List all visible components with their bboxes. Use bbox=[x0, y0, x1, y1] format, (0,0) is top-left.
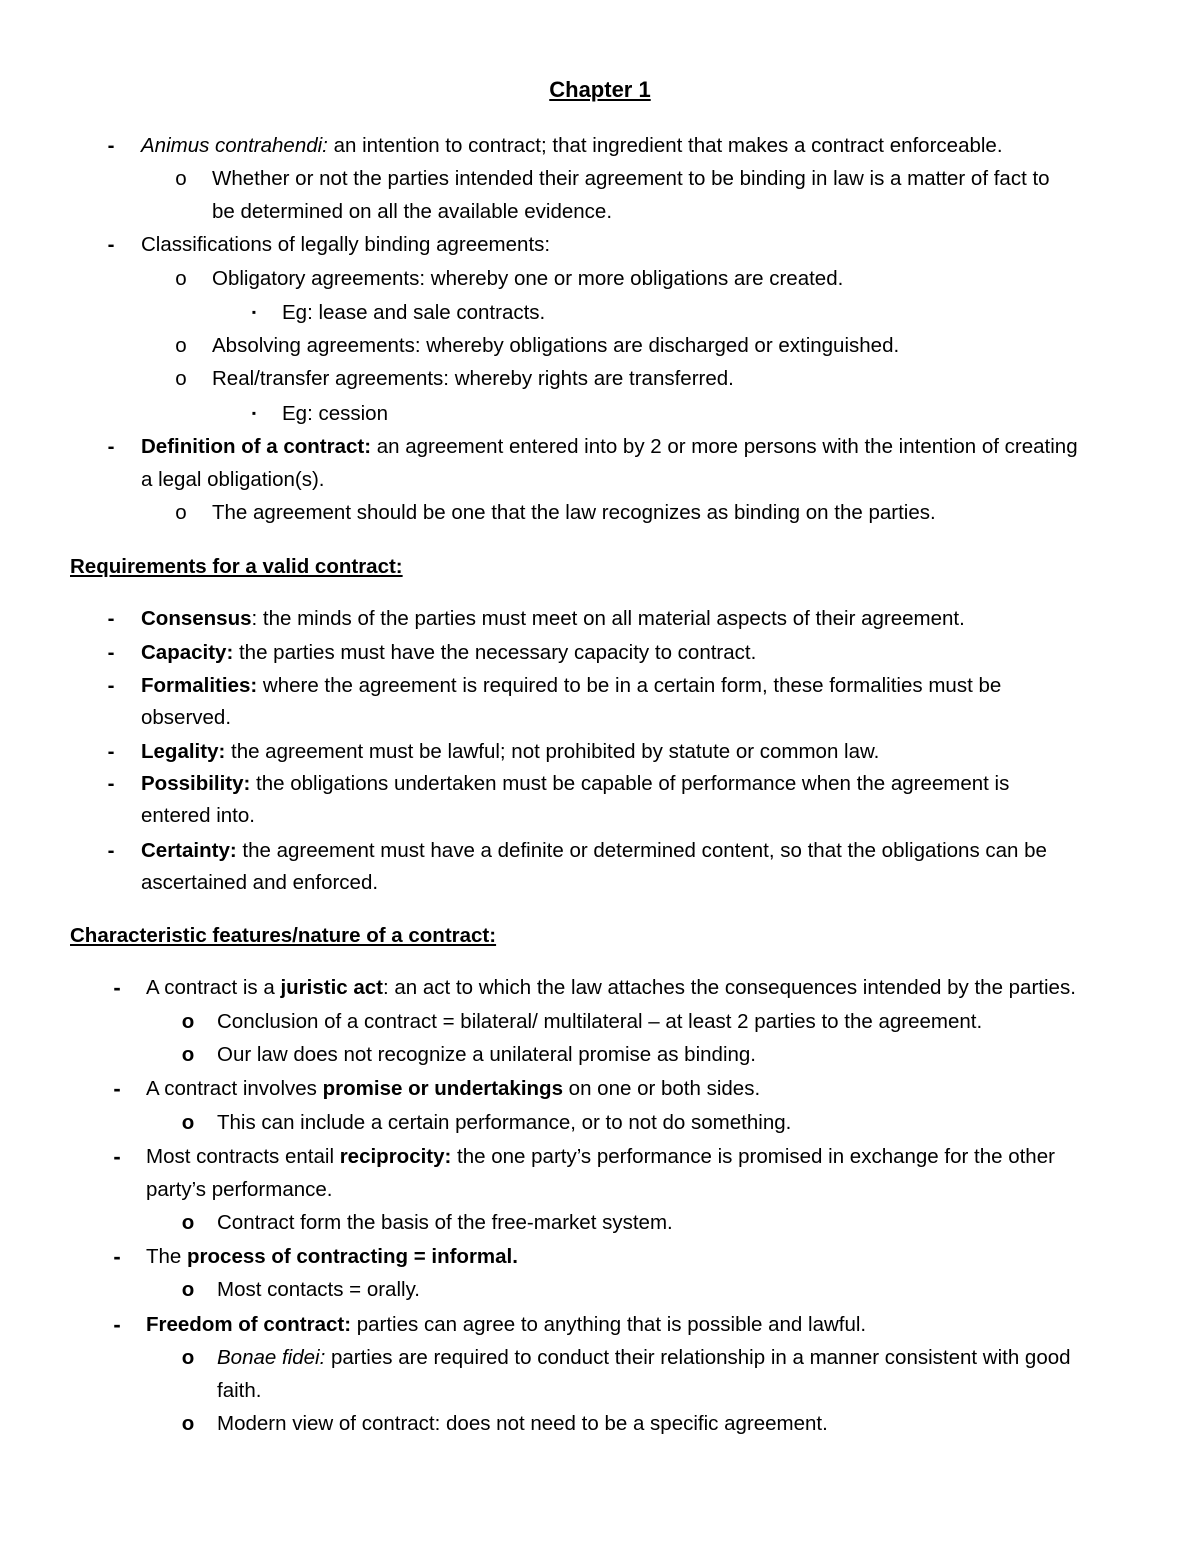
list-item-cession-eg: Eg: cession bbox=[282, 402, 388, 425]
list-item-law-recognizes: The agreement should be one that the law recognizes as binding on the parties. bbox=[212, 501, 936, 524]
dash-bullet: - bbox=[107, 607, 115, 630]
section-heading-requirements: Requirements for a valid contract: bbox=[70, 555, 403, 578]
feature-reciprocity-line2: party’s performance. bbox=[146, 1178, 333, 1201]
list-item-definition-line2: a legal obligation(s). bbox=[141, 468, 325, 491]
dash-bullet: - bbox=[107, 134, 115, 157]
circle-bullet: o bbox=[181, 1211, 195, 1234]
section-heading-characteristics: Characteristic features/nature of a contract: bbox=[70, 924, 497, 947]
list-item-absolving: Absolving agreements: whereby obligations are discharged or extinguished. bbox=[212, 334, 900, 357]
list-item-obligatory-eg: Eg: lease and sale contracts. bbox=[282, 301, 546, 324]
feature-freedom: Freedom of contract: parties can agree to anything that is possible and lawful. bbox=[146, 1313, 867, 1336]
feature-modern-view: Modern view of contract: does not need to be a specific agreement. bbox=[217, 1412, 828, 1435]
square-bullet: ▪ bbox=[251, 406, 257, 420]
feature-reciprocity-line1: Most contracts entail reciprocity: the one party’s performance is promised in exchange for the other bbox=[146, 1145, 1055, 1168]
dash-bullet: - bbox=[107, 641, 115, 664]
dash-bullet: - bbox=[107, 233, 115, 256]
dash-bullet: - bbox=[107, 772, 115, 795]
list-item-definition-line1: Definition of a contract: an agreement entered into by 2 or more persons with the intention of creating bbox=[141, 435, 1078, 458]
requirement-capacity: Capacity: the parties must have the necessary capacity to contract. bbox=[141, 641, 757, 664]
dash-bullet: - bbox=[113, 1244, 121, 1269]
circle-bullet: o bbox=[175, 501, 187, 524]
feature-bonae-fidei-line2: faith. bbox=[217, 1379, 262, 1402]
circle-bullet: o bbox=[175, 367, 187, 390]
dash-bullet: - bbox=[113, 1144, 121, 1169]
dash-bullet: - bbox=[113, 975, 121, 1000]
feature-bonae-fidei-line1: Bonae fidei: parties are required to conduct their relationship in a manner consistent with good bbox=[217, 1346, 1071, 1369]
circle-bullet: o bbox=[181, 1412, 195, 1435]
requirement-possibility-line1: Possibility: the obligations undertaken must be capable of performance when the agreement is bbox=[141, 772, 1010, 795]
feature-process: The process of contracting = informal. bbox=[146, 1245, 518, 1268]
feature-conclusion: Conclusion of a contract = bilateral/ multilateral – at least 2 parties to the agreement. bbox=[217, 1010, 983, 1033]
list-item-animus: Animus contrahendi: an intention to contract; that ingredient that makes a contract enforceable. bbox=[141, 134, 1003, 157]
circle-bullet: o bbox=[175, 167, 187, 190]
dash-bullet: - bbox=[113, 1312, 121, 1337]
requirement-possibility-line2: entered into. bbox=[141, 804, 255, 827]
dash-bullet: - bbox=[107, 435, 115, 458]
circle-bullet: o bbox=[181, 1043, 195, 1066]
requirement-formalities-line2: observed. bbox=[141, 706, 232, 729]
circle-bullet: o bbox=[181, 1111, 195, 1134]
feature-performance: This can include a certain performance, or to not do something. bbox=[217, 1111, 792, 1134]
square-bullet: ▪ bbox=[251, 305, 257, 319]
feature-promise: A contract involves promise or undertakings on one or both sides. bbox=[146, 1077, 761, 1100]
circle-bullet: o bbox=[181, 1278, 195, 1301]
dash-bullet: - bbox=[107, 740, 115, 763]
dash-bullet: - bbox=[113, 1076, 121, 1101]
feature-orally: Most contacts = orally. bbox=[217, 1278, 420, 1301]
requirement-formalities-line1: Formalities: where the agreement is required to be in a certain form, these formalities must be bbox=[141, 674, 1002, 697]
requirement-legality: Legality: the agreement must be lawful; not prohibited by statute or common law. bbox=[141, 740, 880, 763]
page-title: Chapter 1 bbox=[549, 77, 651, 102]
feature-free-market: Contract form the basis of the free-market system. bbox=[217, 1211, 673, 1234]
dash-bullet: - bbox=[107, 839, 115, 862]
circle-bullet: o bbox=[175, 334, 187, 357]
dash-bullet: - bbox=[107, 674, 115, 697]
circle-bullet: o bbox=[175, 267, 187, 290]
list-item-obligatory: Obligatory agreements: whereby one or more obligations are created. bbox=[212, 267, 844, 290]
circle-bullet: o bbox=[181, 1346, 195, 1369]
list-item-real-transfer: Real/transfer agreements: whereby rights are transferred. bbox=[212, 367, 734, 390]
circle-bullet: o bbox=[181, 1010, 195, 1033]
requirement-consensus: Consensus: the minds of the parties must meet on all material aspects of their agreement. bbox=[141, 607, 965, 630]
feature-unilateral: Our law does not recognize a unilateral promise as binding. bbox=[217, 1043, 756, 1066]
feature-juristic-act: A contract is a juristic act: an act to which the law attaches the consequences intended by the parties. bbox=[146, 976, 1076, 999]
list-item-intention-line2: be determined on all the available evidence. bbox=[212, 200, 613, 223]
list-item-intention-line1: Whether or not the parties intended their agreement to be binding in law is a matter of fact to bbox=[212, 167, 1050, 190]
requirement-certainty-line2: ascertained and enforced. bbox=[141, 871, 379, 894]
requirement-certainty-line1: Certainty: the agreement must have a definite or determined content, so that the obligations can be bbox=[141, 839, 1047, 862]
list-item-classifications: Classifications of legally binding agreements: bbox=[141, 233, 551, 256]
